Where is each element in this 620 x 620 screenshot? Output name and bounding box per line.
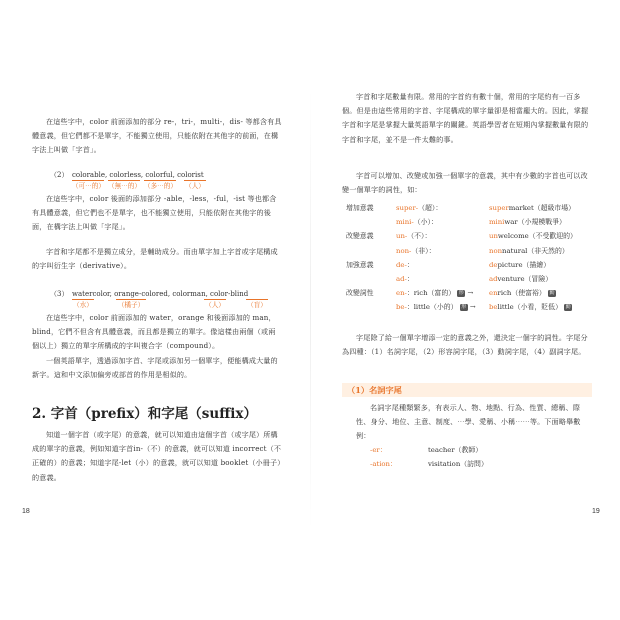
noun-suffix-subheading [342,383,592,397]
suffix-affix: -ation： [370,460,397,469]
prefix-example: belittle（小看，貶低） 動 [489,303,571,312]
prefix-example: depicture（描繪） [489,260,551,269]
gloss: （橘子） [117,301,145,309]
prefix-category: 改變詞性 [346,289,374,298]
subheading-label: （1）名詞字尾 [347,385,402,395]
gloss: （人） [185,182,205,190]
page-number-right: 19 [592,508,600,515]
left-paragraph-6: 知道一個字首（或字尾）的意義，就可以知道由這個字首（或字尾）所構成的單字的意義，例如知道字首in-（不）的意義，就可以知道 incorrect（不正確的）的意義；知道字尾-let（小）的意義，就可以知道 booklet（小冊子）的意義。 [32,430,282,482]
section-heading: 2. 字首（prefix）和字尾（suffix） [32,406,257,422]
prefix-example: supermarket（超級市場） [489,204,576,212]
right-paragraph-1: 字首和字尾數量有限。常用的字首約有數十個，常用的字尾約有一百多個。但是由這些常用的字首、字尾構成的單字量卻是相當龐大的。因此，掌握字首和字尾是掌握大量英語單字的關鍵。英語學習者在短期內掌握數量有限的字首和字尾，並不是一件太難的事。 [342,92,589,144]
gloss: （盲） [247,301,267,309]
suffix-example: visitation（訪問） [428,460,488,469]
right-paragraph-2: 字首可以增加、改變或加強一個單字的意義，其中有少數的字首也可以改變一個單字的詞性，如： [342,171,588,195]
prefix-row [346,229,596,243]
part-of-speech-badge: 動 [549,290,555,297]
gloss: （水） [73,301,93,309]
prefix-affix: mini-（小）： [396,218,438,227]
prefix-affix: ad-： [396,274,414,283]
prefix-affix: super-（超）： [396,204,443,212]
right-paragraph-4: 名詞字尾種類繁多，有表示人、物、地點、行為、性質、總稱、際性、身分、地位、主意、制度、⋯學、愛稱、小稱⋯⋯等。下面略舉數例： [356,403,581,441]
prefix-row [346,201,596,215]
part-of-speech-badge: 動 [565,304,571,311]
example-words: colorable, colorless, colorful, colorist [72,171,204,179]
prefix-example: enrich（使富裕） 動 [489,289,555,298]
left-paragraph-5: 一個英語單字，透過添加字首、字尾或添加另一個單字，便能構成大量的新字。這和中文添加偏旁或部首的作用是相似的。 [32,356,278,380]
prefix-category: 增加意義 [346,204,374,212]
example-3 [50,289,290,309]
example-2 [50,170,280,190]
left-paragraph-4: 在這些字中，color 前面添加的 water，orange 和後面添加的 man，blind，它們不但含有具體意義，而且都是獨立的單字。像這樣由兩個（或兩個以上）獨立的單字所構成的字叫複合字（compound）。 [32,313,276,351]
example-number: （2） [50,171,69,179]
part-of-speech-badge: 形 [461,304,467,311]
example-number: （3） [50,290,69,298]
prefix-example: nonnatural（非天然的） [489,246,569,255]
prefix-example: unwelcome（不受歡迎的） [489,232,577,241]
prefix-example: miniwar（小規模戰爭） [489,218,566,227]
left-paragraph-3: 字首和字尾都不是獨立成分，是輔助成分。而由單字加上字首或字尾構成的字叫衍生字（derivative）。 [32,247,278,271]
prefix-row [346,272,596,286]
prefix-affix: en-：rich（富的） 形 → [396,289,474,298]
prefix-row [346,286,596,300]
suffix-affix: -er： [370,446,387,454]
left-paragraph-2: 在這些字中，color 後面的添加部分 -able，-less，-ful，-ist 等也都含有具體意義，但它們也不是單字，也不能獨立使用，只能依附在其他字的後面，在構字法上叫做「字尾」。 [32,194,277,232]
gloss: （多⋯的） [144,182,177,190]
page-number-left: 18 [22,508,30,515]
left-paragraph-1: 在這些字中，color 前面添加的部分 re-，tri-，multi-，dis- 等都含有具體意義，但它們都不是單字，不能獨立使用，只能依附在其他字的前面，在構字法上叫做「字首」。 [32,117,282,155]
prefix-row [346,215,596,229]
gloss: （可⋯的） [72,182,105,190]
example-words: watercolor, orange-colored, colorman, color-blind [72,290,249,298]
prefix-category: 改變意義 [346,232,374,241]
part-of-speech-badge: 形 [458,290,464,297]
prefix-affix: non-（非）： [396,246,436,255]
prefix-table [346,201,596,315]
prefix-category: 加強意義 [346,260,374,269]
gloss: （無⋯的） [108,182,141,190]
prefix-affix: be-：little（小的） 形 → [396,303,476,312]
suffix-example: teacher（教師） [428,446,483,454]
prefix-row [346,244,596,258]
prefix-row [346,300,596,314]
right-paragraph-3: 字尾除了給一個單字增添一定的意義之外，還決定一個字的詞性。字尾分為四種：（1）名詞字尾，（2）形容詞字尾，（3）動詞字尾，（4）副詞字尾。 [342,333,588,357]
gloss: （人） [205,301,225,309]
prefix-affix: de-： [396,260,414,269]
prefix-example: adventure（冒險） [489,274,553,283]
prefix-row [346,258,596,272]
prefix-affix: un-（不）： [396,232,432,241]
